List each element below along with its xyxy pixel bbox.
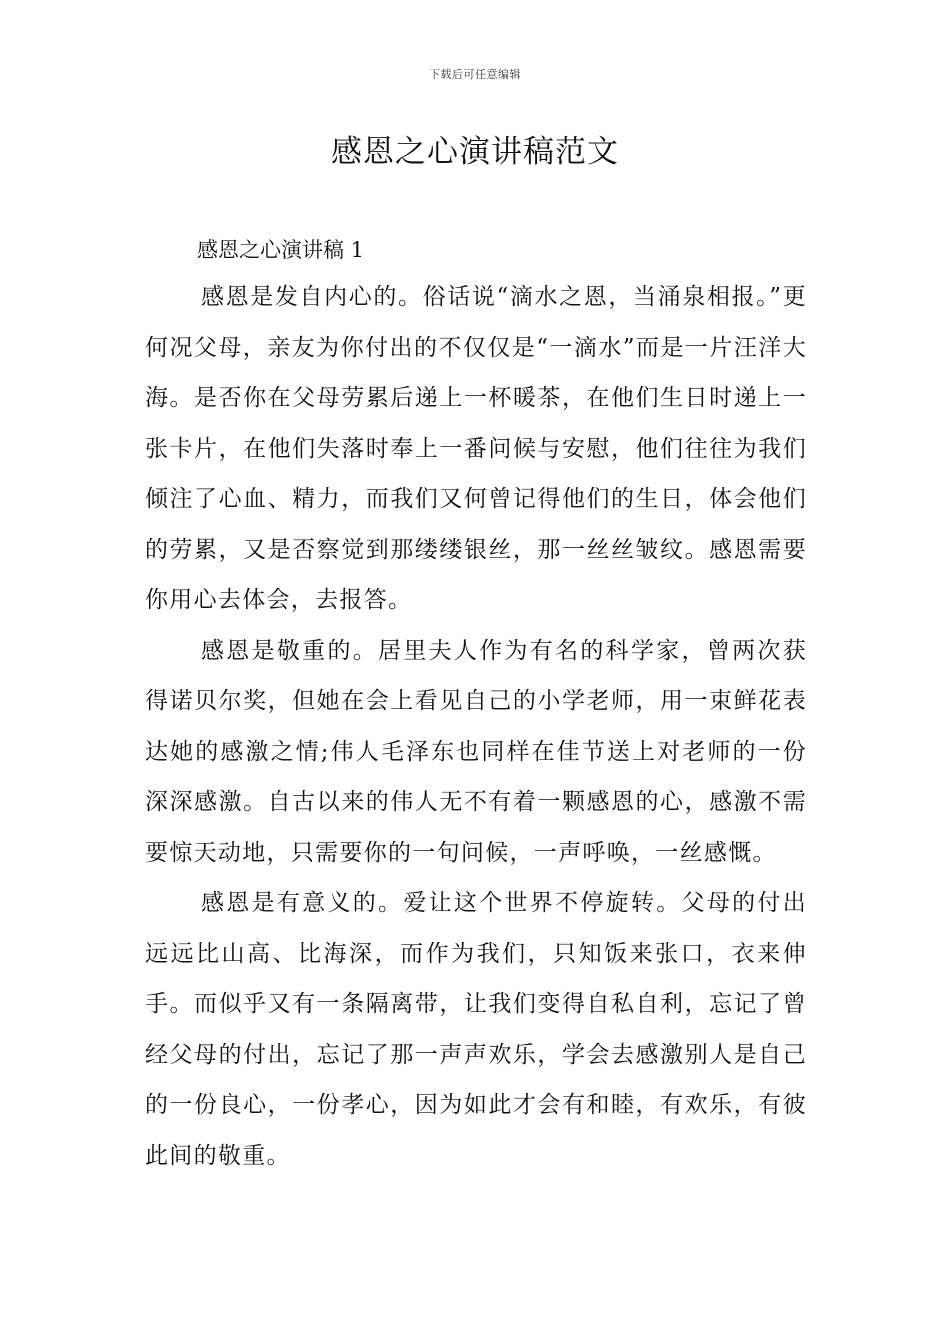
paragraph-3: 感恩是有意义的。爱让这个世界不停旋转。父母的付出远远比山高、比海深，而作为我们，只知饭来张口，衣来伸手。而似乎又有一条隔离带，让我们变得自私自利，忘记了曾经父母的付出，忘记了那一声声欢乐，学会去感激别人是自己的一份良心，一份孝心，因为如此才会有和睦，有欢乐，有彼此间的敬重。 [145, 890, 807, 1169]
document-body [145, 228, 807, 1181]
section-heading: 感恩之心演讲稿 1 [197, 238, 365, 262]
paragraph-1: 感恩是发自内心的。俗话说“滴水之恩，当涌泉相报。”更何况父母，亲友为你付出的不仅仅是“一滴水”而是一片汪洋大海。是否你在父母劳累后递上一杯暖茶，在他们生日时递上一张卡片，在他们失落时奉上一番问候与安慰，他们往往为我们倾注了心血、精力，而我们又何曾记得他们的生日，体会他们的劳累，又是否察觉到那缕缕银丝，那一丝丝皱纹。感恩需要你用心去体会，去报答。 [145, 284, 807, 613]
document-title: 感恩之心演讲稿范文 [331, 134, 619, 170]
paragraph-2: 感恩是敬重的。居里夫人作为有名的科学家，曾两次获得诺贝尔奖，但她在会上看见自己的小学老师，用一束鲜花表达她的感激之情;伟人毛泽东也同样在佳节送上对老师的一份深深感激。自古以来的伟人无不有着一颗感恩的心，感激不需要惊天动地，只需要你的一句问候，一声呼唤，一丝感慨。 [145, 637, 807, 866]
header-note: 下载后可任意编辑 [429, 68, 521, 81]
